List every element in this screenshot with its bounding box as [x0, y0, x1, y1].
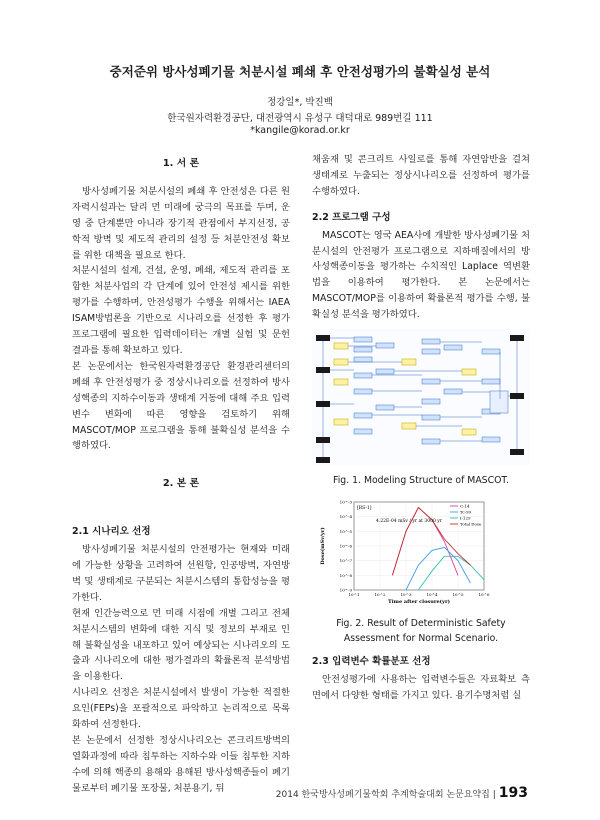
section-2-2-heading: 2.2 프로그램 구성	[312, 211, 391, 223]
y-tick-label: 10^-5	[339, 528, 352, 534]
affiliation: 한국원자력환경공단, 대전광역시 유성구 대덕대로 989번길 111	[167, 113, 433, 124]
footer-text: 2014 한국방사성폐기물학회 추계학술대회 논문요약집 |	[275, 790, 496, 800]
y-axis-label: Dose(mSv/yr)	[320, 527, 326, 565]
page-footer	[276, 785, 528, 801]
intro-paragraph-3: 본 논문에서는 한국원자력환경공단 환경관리센터의 폐쇄 후 안전성평가 중 정상시나리오를 선정하여 방사성핵종의 지하수이동과 생태계 거동에 대해 주요 입력변수 변화에 따른 영향을 검토하기 위해 MASCOT/MOP 프로그램을 통해 불확실성 분석을 수행하였다.	[72, 360, 290, 452]
right-paragraph-1: 채움재 및 콘크리트 사일로를 통해 자연암반을 걸쳐 생태계로 누출되는 정상시나리오를 선정하여 평가를 수행하였다.	[312, 154, 530, 197]
y-tick-label: 10^-8	[339, 572, 352, 578]
s21-paragraph-3: 시나리오 선정은 처분시설에서 발생이 가능한 적절한 요인(FEPs)을 포괄적으로 파악하고 논리적으로 목록화하여 선정한다.	[72, 687, 290, 731]
s21-paragraph-2: 현재 인간능력으로 먼 미래 시점에 개별 그리고 전체 처분시스템의 변화에 대한 지식 및 정보의 부재로 인해 불확실성을 내포하고 있어 예상되는 시나리오의 도출과 시나리오에 대한 평가결과의 확률론적 분석방법을 이용한다.	[72, 607, 290, 683]
page-number: 193	[498, 785, 528, 801]
x-tick-label: 10^2	[374, 591, 386, 597]
y-tick-label: 10^-9	[339, 587, 352, 593]
s21-paragraph-4: 본 논문에서 선정한 정상시나리오는 콘크리트방벽의 열화과정에 따라 침투하는 지하수와 이들 침투한 지하수에 의해 핵종의 용해와 용해된 방사성핵종들이 폐기물로부터 폐기물 포장물, 처분용기, 뒤	[72, 735, 290, 794]
left-column	[72, 152, 290, 797]
section-2-3-heading: 2.3 입력변수 확률분포 선정	[312, 655, 431, 667]
legend-label: C-14	[460, 503, 470, 509]
right-column	[312, 152, 530, 704]
legend-label: Total Dose	[460, 521, 482, 527]
y-tick-labels	[340, 499, 353, 592]
x-tick-label: 10^5	[452, 591, 464, 597]
intro-heading: 1. 서 론	[162, 158, 200, 169]
figure-1-caption: Fig. 1. Modeling Structure of MASCOT.	[333, 474, 509, 486]
panel-label: [RS-1]	[357, 505, 372, 511]
section-2-1-heading: 2.1 시나리오 선정	[72, 526, 151, 538]
intro-paragraph-1: 방사성폐기물 처분시설의 폐쇄 후 안전성은 다른 원자력시설과는 달리 먼 미래에 궁극의 목표를 두며, 운영 중 단계뿐만 아니라 장기적 관점에서 부지선정, 공학적 방벽 및 제도적 관리의 설정 등 처분안전성 확보를 위한 대책을 필요로 한다.	[72, 185, 290, 261]
y-tick-label: 10^-7	[339, 558, 352, 564]
figure-2-caption: Fig. 2. Result of Deterministic Safety Assessment for Normal Scenario.	[336, 617, 506, 644]
authors: 정강일*, 박진백	[267, 97, 333, 108]
x-axis-label: Time after closure(yr)	[388, 598, 450, 605]
y-tick-label: 10^-6	[339, 543, 352, 549]
y-tick-label: 10^-4	[339, 514, 352, 520]
intro-paragraph-2: 처분시설의 설계, 건설, 운영, 폐쇄, 제도적 관리를 포함한 처분사업의 각 단계에 있어 안전성 제시를 위한 평가를 수행하며, 안전성평가 수행을 위해서는 IAEA ISAM방법론을 기반으로 시나리오를 선정한 후 평가 프로그램에 필요한 입력데이터는 개별 실험 및 문헌 결과를 통해 확보하고 있다.	[72, 265, 290, 356]
x-tick-label: 10^4	[426, 591, 438, 597]
peak-annotation: 4.22E-04 mSv / yr at 3000 yr	[376, 518, 442, 524]
dose-chart	[312, 496, 530, 608]
x-tick-label: 10^3	[400, 591, 412, 597]
s23-paragraph: 안전성평가에 사용하는 입력변수들은 자료확보 측면에서 다양한 형태를 가지고 있다. 용기수명처럼 실	[312, 673, 530, 701]
x-tick-label: 10^1	[348, 591, 360, 597]
email[interactable]: *kangile@korad.or.kr	[250, 125, 350, 136]
body-heading: 2. 본 론	[162, 478, 200, 490]
s21-paragraph-1: 방사성폐기물 처분시설의 안전평가는 현재와 미래에 가능한 상황을 고려하여 선원항, 인공방벽, 자연방벽 및 생태계로 구분되는 처분시스템의 통합성능을 평가한다.	[72, 544, 290, 603]
paper-title: 중저준위 방사성폐기물 처분시설 폐쇄 후 안전성평가의 불확실성 분석	[109, 64, 491, 79]
legend-label: Tc-99	[460, 509, 472, 515]
s22-paragraph: MASCOT는 영국 AEA사에 개발한 방사성폐기물 처분시설의 안전평가 프로그램으로 지하매질에서의 방사성핵종이동을 평가하는 수치적인 Laplace 역변환법을 이용하여 평가한다. 본 논문에서는 MASCOT/MOP를 이용하여 확률론적 평가를 수행, 불확실성 분석을 평가하였다.	[312, 229, 530, 321]
legend-label: I-129	[460, 515, 471, 521]
mascot-structure-diagram	[312, 329, 530, 465]
y-tick-label: 10^-3	[339, 499, 352, 505]
x-tick-labels	[349, 592, 490, 597]
x-tick-label: 10^6	[478, 591, 490, 597]
